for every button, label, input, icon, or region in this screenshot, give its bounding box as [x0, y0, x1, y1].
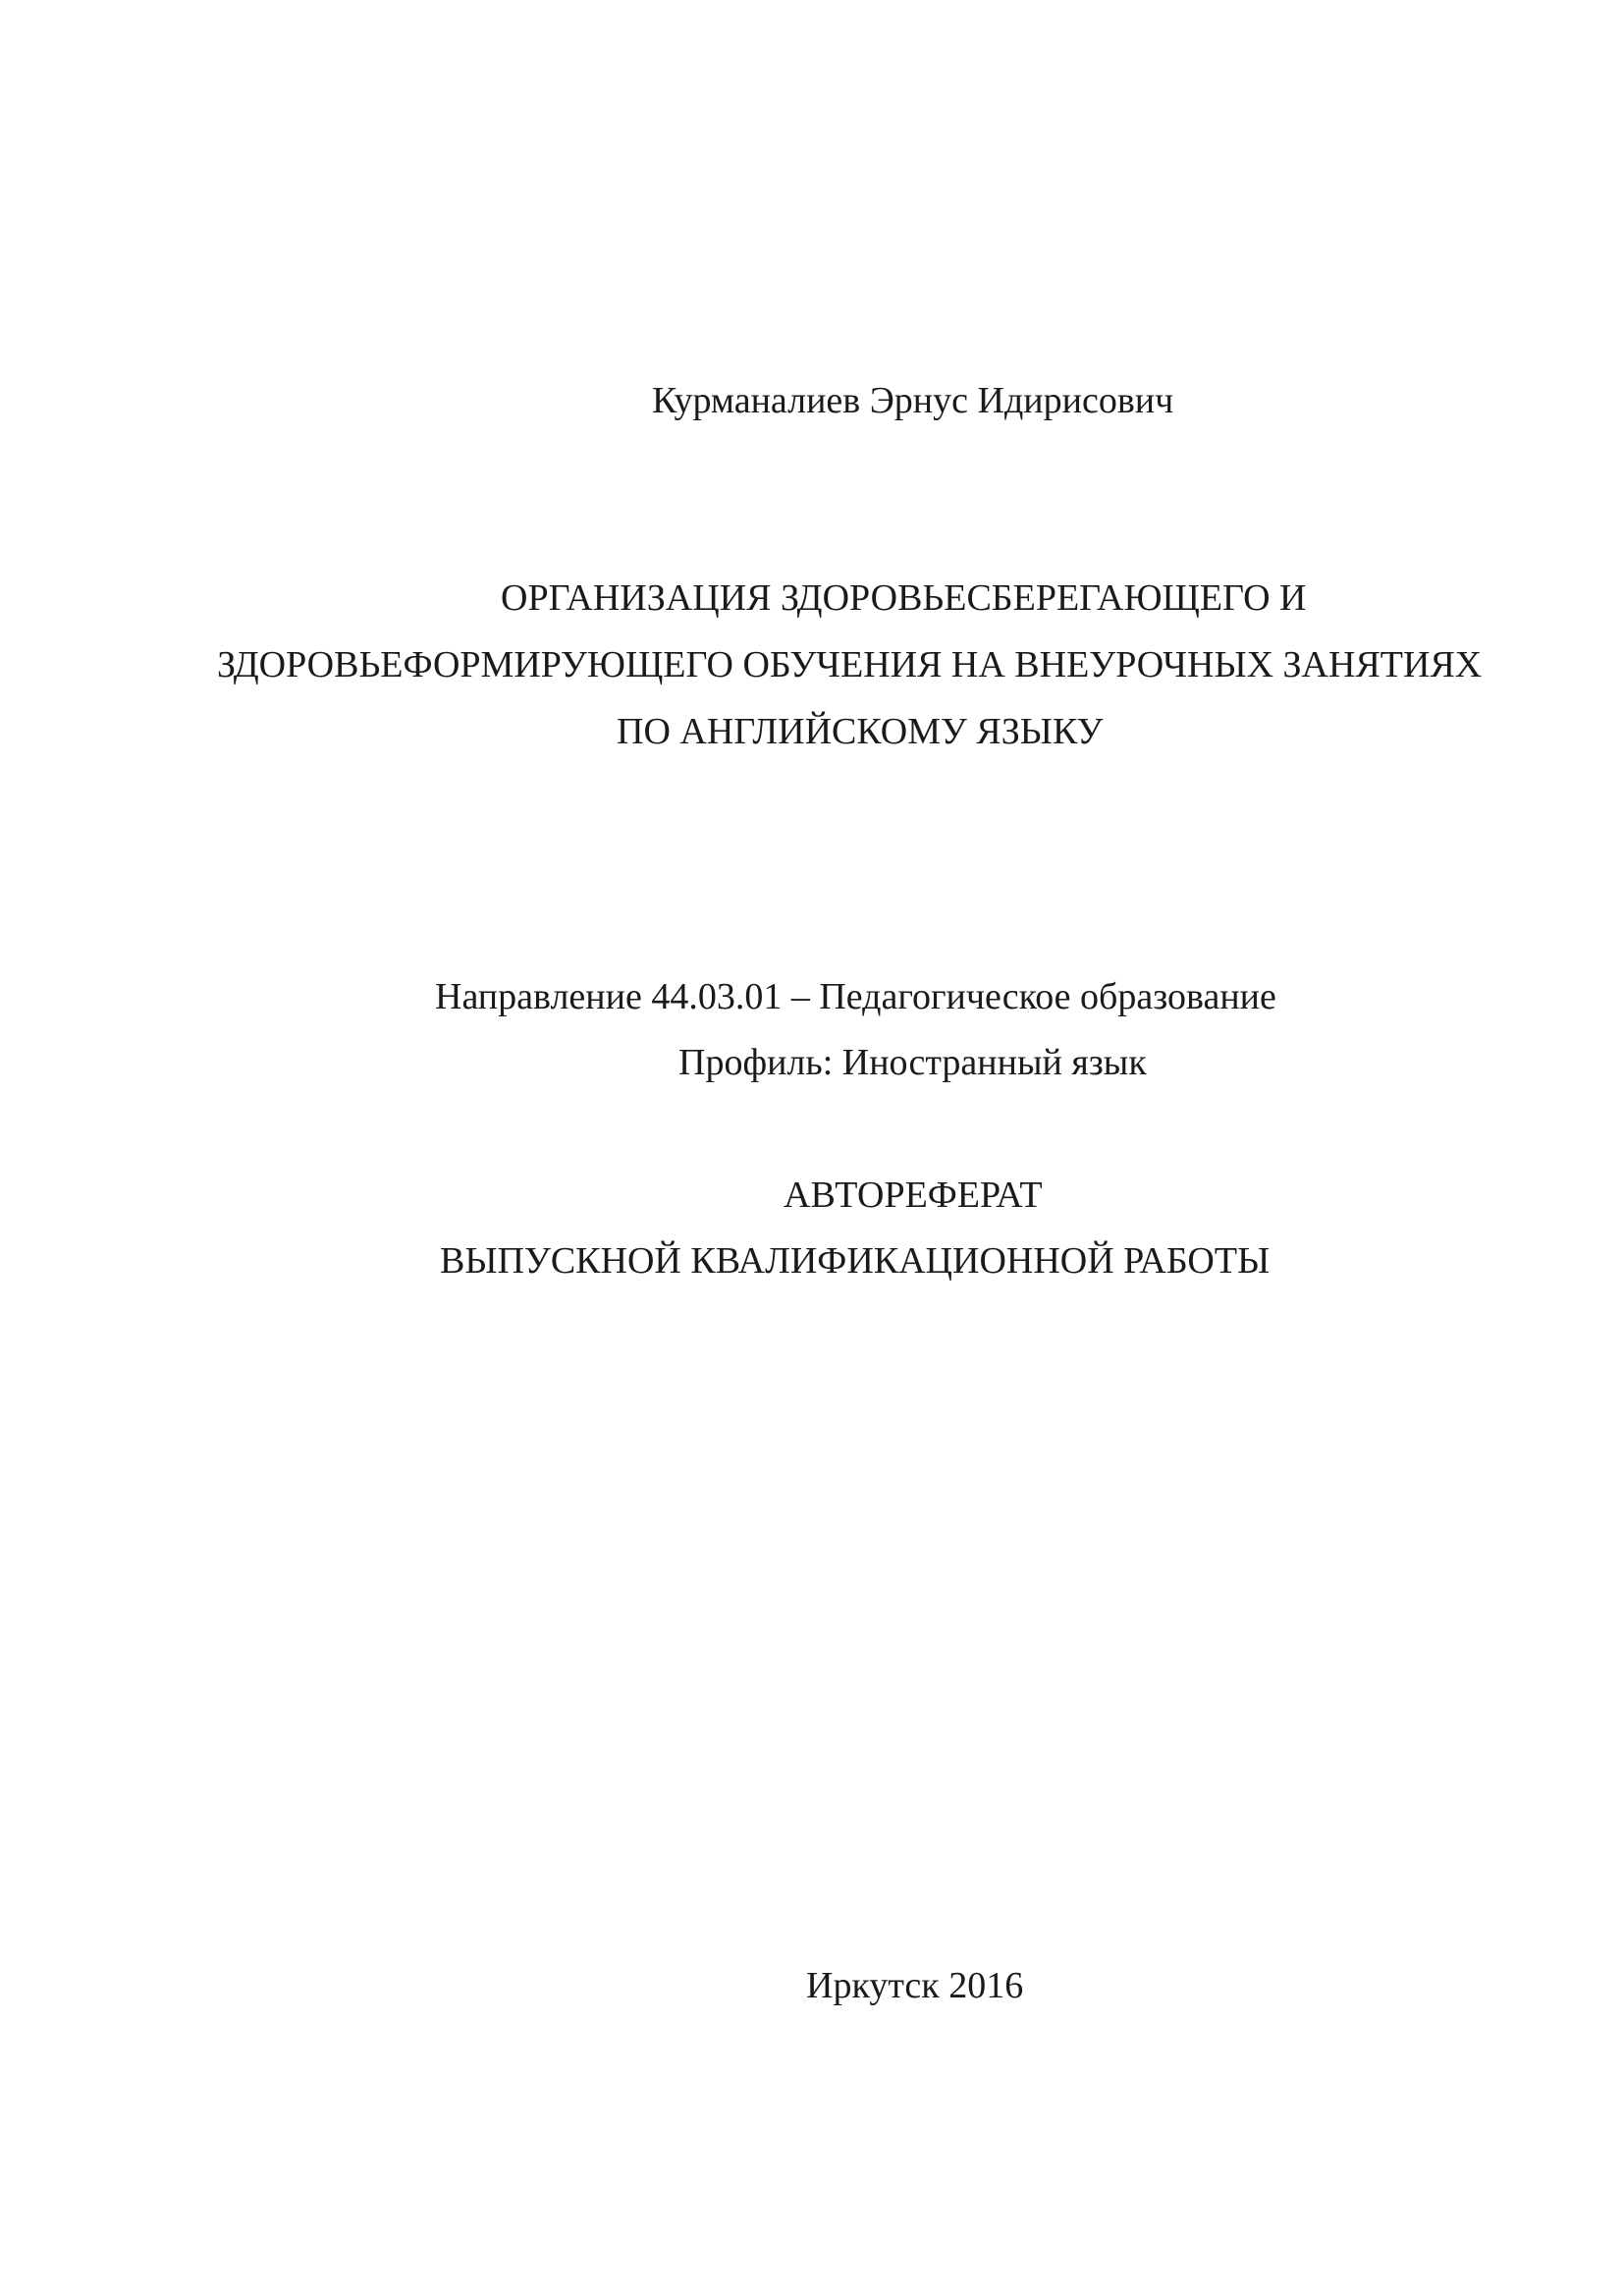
- document-type-line-1: АВТОРЕФЕРАТ: [784, 1175, 1043, 1216]
- study-profile: Профиль: Иностранный язык: [678, 1042, 1147, 1083]
- thesis-title-line-1: ОРГАНИЗАЦИЯ ЗДОРОВЬЕСБЕРЕГАЮЩЕГО И: [501, 577, 1307, 619]
- thesis-title-line-3: ПО АНГЛИЙСКОМУ ЯЗЫКУ: [617, 711, 1104, 752]
- study-direction: Направление 44.03.01 – Педагогическое образование: [435, 976, 1276, 1017]
- document-type-line-2: ВЫПУСКНОЙ КВАЛИФИКАЦИОННОЙ РАБОТЫ: [440, 1240, 1271, 1282]
- city-and-year: Иркутск 2016: [806, 1965, 1024, 2006]
- author-name: Курманалиев Эрнус Идирисович: [652, 380, 1174, 421]
- thesis-title-line-2: ЗДОРОВЬЕФОРМИРУЮЩЕГО ОБУЧЕНИЯ НА ВНЕУРОЧНЫХ ЗАНЯТИЯХ: [217, 644, 1483, 685]
